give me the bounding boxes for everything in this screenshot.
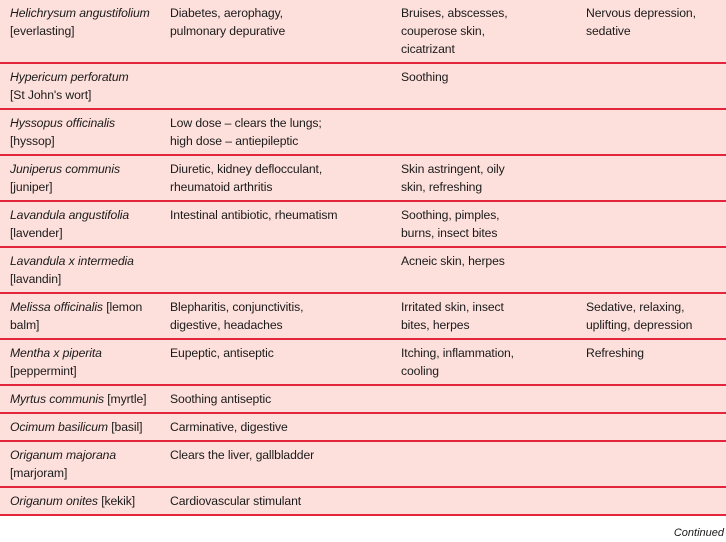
internal-use-cell: Diabetes, aerophagy, pulmonary depurative: [170, 6, 286, 38]
common-name: [everlasting]: [10, 24, 75, 38]
plant-name-cell: [0, 64, 160, 108]
external-use-cell: [391, 386, 576, 412]
internal-use-cell: Low dose – clears the lungs; high dose – antiepileptic: [170, 116, 322, 148]
common-name: [lemon balm]: [10, 300, 143, 332]
common-name: [St John's wort]: [10, 88, 92, 102]
table-row: [0, 64, 726, 110]
table-row: [0, 110, 726, 156]
internal-use-cell: [160, 64, 391, 108]
internal-use-cell: Blepharitis, conjunctivitis, digestive, headaches: [170, 300, 304, 332]
nervous-system-cell: [576, 248, 726, 292]
latin-name: Myrtus communis: [10, 392, 104, 406]
nervous-system-cell: Nervous depression, sedative: [586, 6, 696, 38]
continued-label: Continued: [673, 527, 724, 539]
latin-name: Lavandula x intermedia: [10, 254, 134, 268]
external-use-cell: Irritated skin, insect bites, herpes: [401, 300, 504, 332]
external-use-cell: Soothing: [401, 70, 449, 84]
plant-name-cell: [0, 156, 160, 200]
nervous-system-cell: [576, 202, 726, 246]
common-name: [lavandin]: [10, 272, 62, 286]
common-name: [peppermint]: [10, 364, 77, 378]
plant-name-cell: [0, 0, 160, 62]
latin-name: Melissa officinalis: [10, 300, 103, 314]
external-use-cell: [391, 442, 576, 486]
common-name: [myrtle]: [103, 392, 147, 406]
internal-use-cell: Soothing antiseptic: [170, 392, 272, 406]
nervous-system-cell: [576, 442, 726, 486]
table-row: [0, 248, 726, 294]
latin-name: Lavandula angustifolia: [10, 208, 130, 222]
nervous-system-cell: [576, 386, 726, 412]
table-row: [0, 0, 726, 64]
table-row: [0, 488, 726, 516]
internal-use-cell: Intestinal antibiotic, rheumatism: [170, 208, 338, 222]
external-use-cell: Itching, inflammation, cooling: [401, 346, 514, 378]
external-use-cell: Soothing, pimples, burns, insect bites: [401, 208, 500, 240]
internal-use-cell: [160, 248, 391, 292]
nervous-system-cell: Sedative, relaxing, uplifting, depression: [586, 300, 693, 332]
nervous-system-cell: [576, 110, 726, 154]
external-use-cell: [391, 110, 576, 154]
table-row: [0, 442, 726, 488]
external-use-cell: [391, 488, 576, 514]
plant-name-cell: [0, 248, 160, 292]
internal-use-cell: Eupeptic, antiseptic: [170, 346, 274, 360]
table-row: [0, 414, 726, 442]
external-use-cell: Bruises, abscesses, couperose skin, cicatrizant: [401, 6, 508, 56]
table-row: [0, 386, 726, 414]
external-use-cell: [391, 414, 576, 440]
table-row: [0, 340, 726, 386]
latin-name: Juniperus communis: [10, 162, 120, 176]
nervous-system-cell: [576, 156, 726, 200]
plant-name-cell: [0, 340, 160, 384]
plant-name-cell: [0, 488, 160, 514]
latin-name: Hypericum perforatum: [10, 70, 129, 84]
plant-name-cell: [0, 386, 160, 412]
internal-use-cell: Diuretic, kidney deflocculant, rheumatoid arthritis: [170, 162, 323, 194]
plant-name-cell: [0, 110, 160, 154]
plant-name-cell: [0, 202, 160, 246]
common-name: [kekik]: [97, 494, 136, 508]
common-name: [marjoram]: [10, 466, 68, 480]
table-row: [0, 294, 726, 340]
common-name: [lavender]: [10, 226, 63, 240]
nervous-system-cell: [576, 414, 726, 440]
latin-name: Origanum onites: [10, 494, 98, 508]
nervous-system-cell: [576, 488, 726, 514]
latin-name: Mentha x piperita: [10, 346, 102, 360]
latin-name: Hyssopus officinalis: [10, 116, 116, 130]
external-use-cell: Acneic skin, herpes: [401, 254, 505, 268]
external-use-cell: Skin astringent, oily skin, refreshing: [401, 162, 505, 194]
plant-name-cell: [0, 294, 160, 338]
common-name: [hyssop]: [10, 134, 55, 148]
plant-name-cell: [0, 414, 160, 440]
table-row: [0, 156, 726, 202]
latin-name: Helichrysum angustifolium: [10, 6, 150, 20]
plant-name-cell: [0, 442, 160, 486]
common-name: [basil]: [107, 420, 143, 434]
internal-use-cell: Cardiovascular stimulant: [170, 494, 302, 508]
common-name: [juniper]: [10, 180, 53, 194]
internal-use-cell: Carminative, digestive: [170, 420, 288, 434]
latin-name: Ocimum basilicum: [10, 420, 108, 434]
table-row: [0, 202, 726, 248]
nervous-system-cell: [576, 64, 726, 108]
internal-use-cell: Clears the liver, gallbladder: [170, 448, 315, 462]
nervous-system-cell: Refreshing: [586, 346, 644, 360]
latin-name: Origanum majorana: [10, 448, 117, 462]
